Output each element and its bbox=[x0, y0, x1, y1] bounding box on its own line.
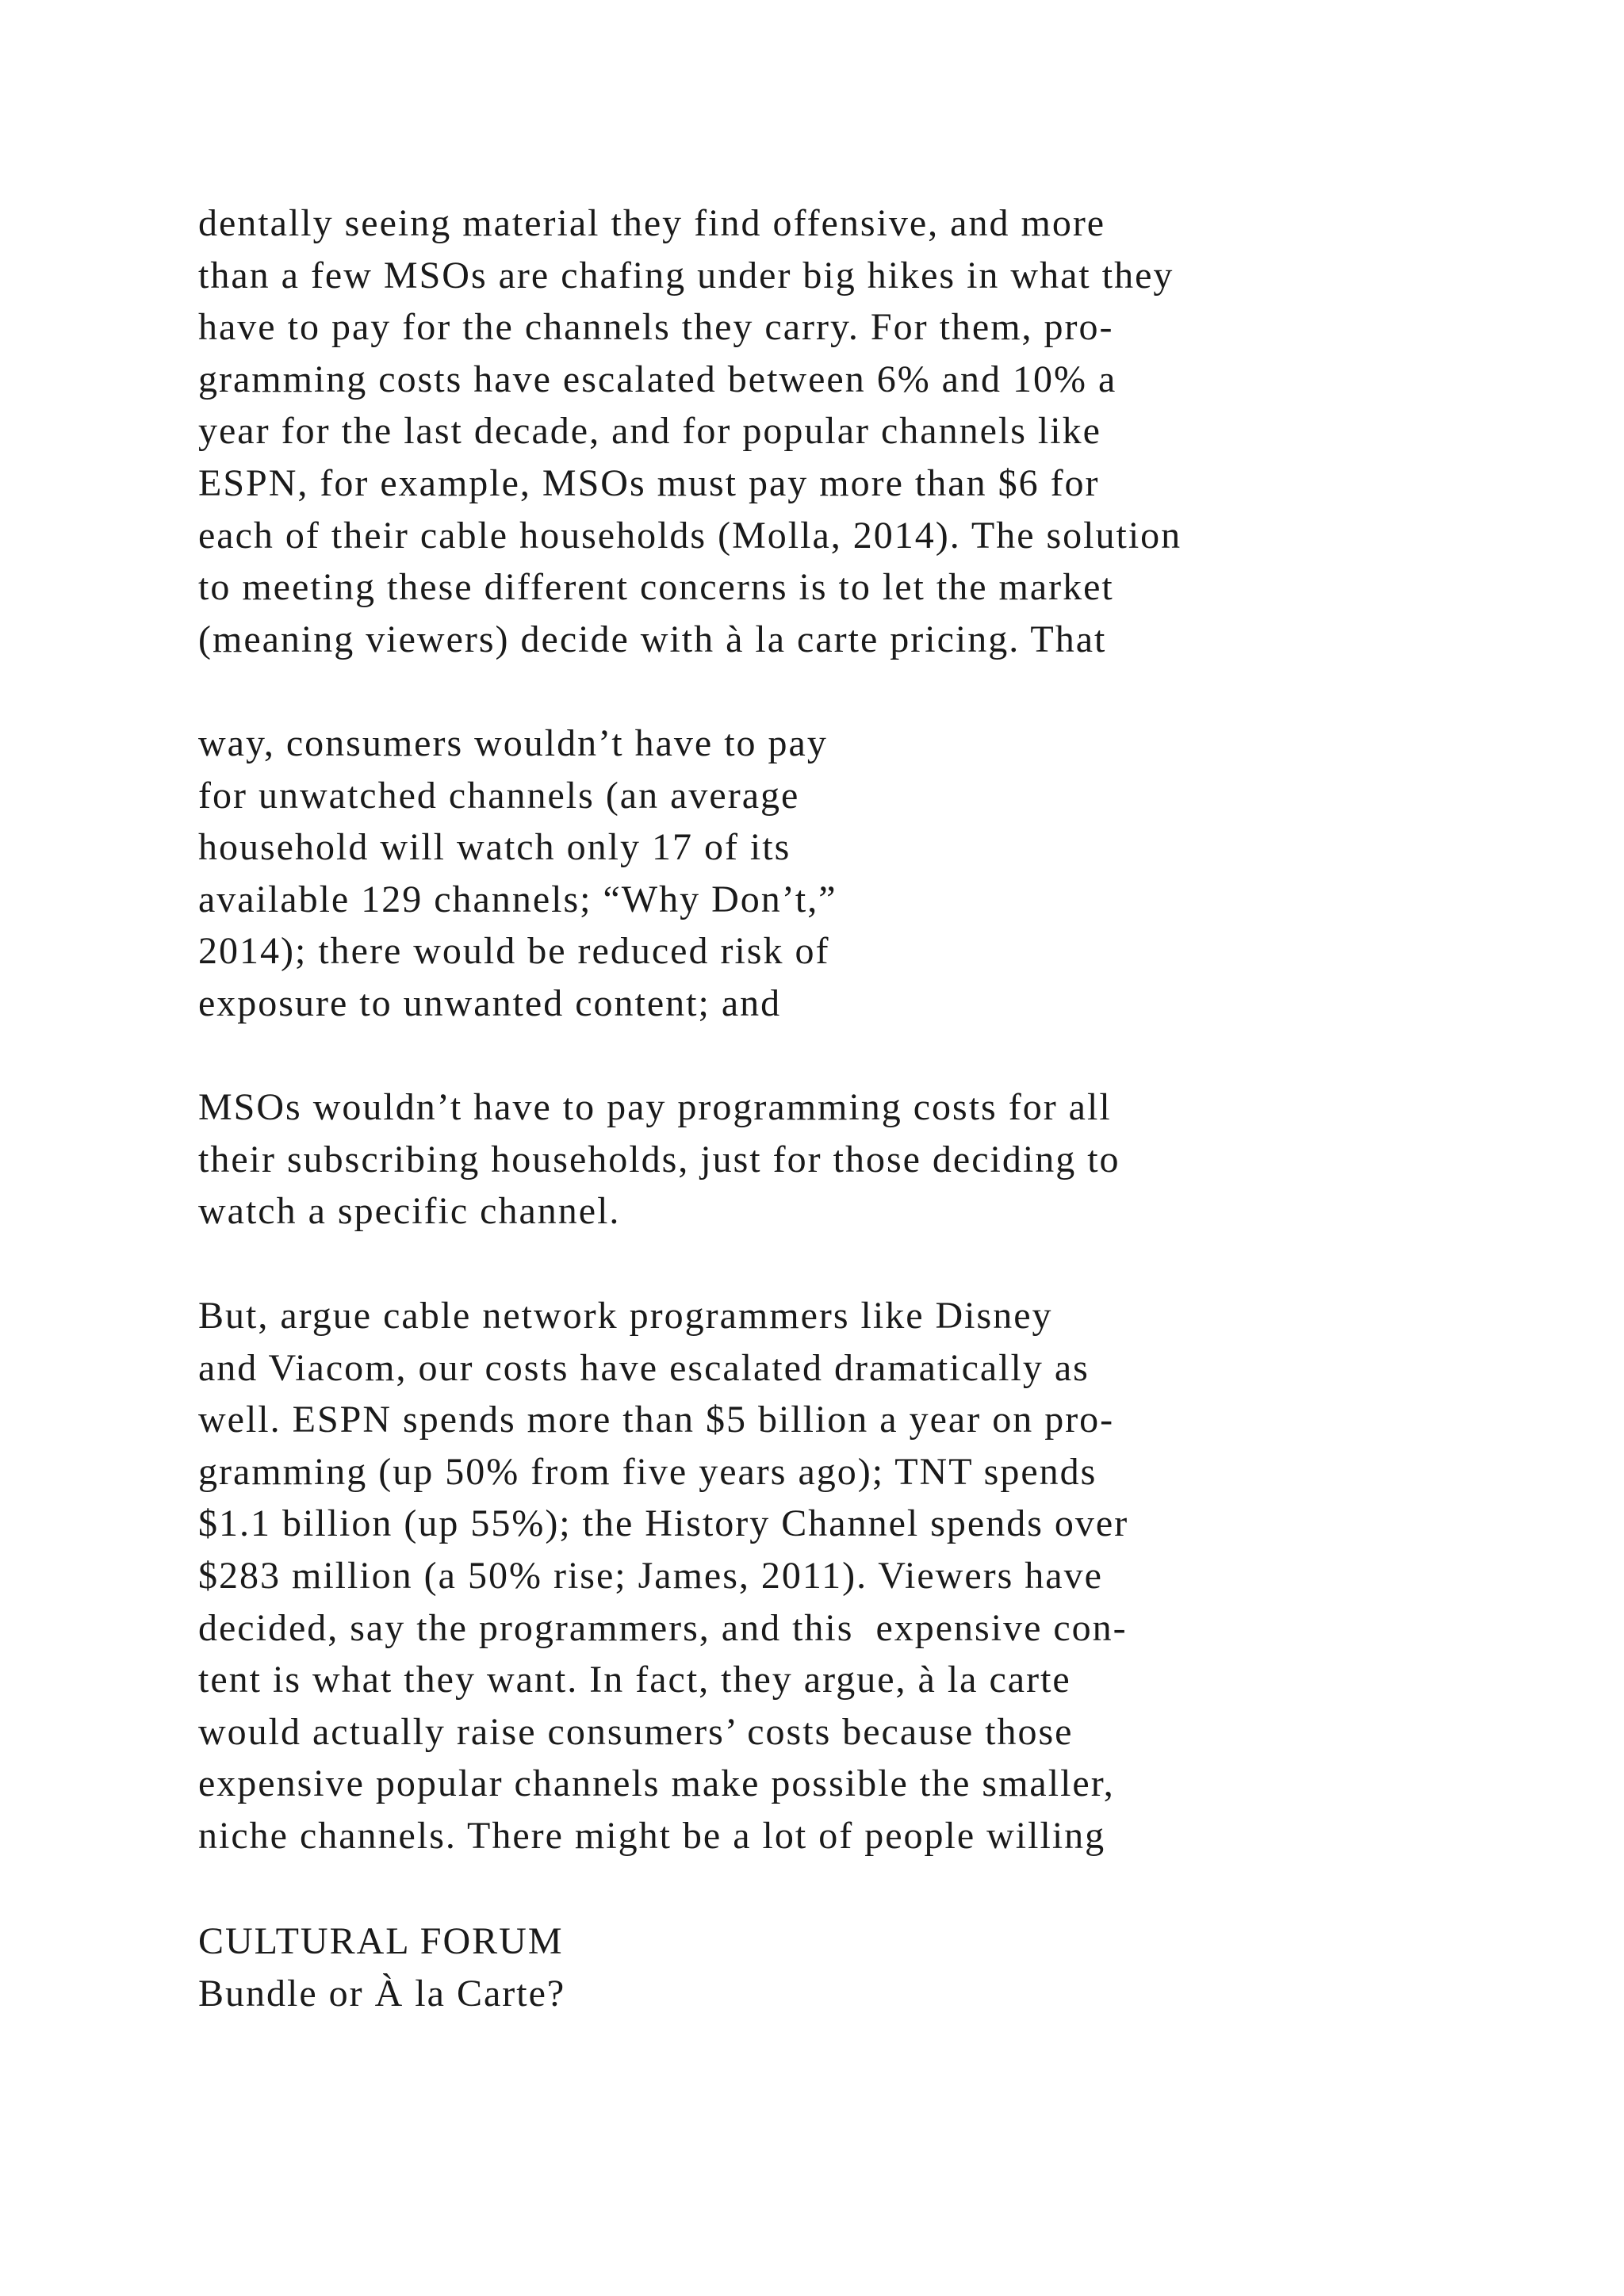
text-line: would actually raise consumers’ costs because those bbox=[198, 1710, 1074, 1753]
paragraph-3 bbox=[198, 1081, 1120, 1238]
text-line: have to pay for the channels they carry. For them, pro- bbox=[198, 306, 1114, 349]
text-line: exposure to unwanted content; and bbox=[198, 982, 782, 1024]
section-label: CULTURAL FORUM bbox=[198, 1920, 564, 1962]
text-line: dentally seeing material they find offensive, and more bbox=[198, 202, 1106, 244]
text-line: to meeting these different concerns is to let the market bbox=[198, 566, 1114, 609]
section-title: Bundle or À la Carte? bbox=[198, 1972, 566, 2015]
text-line: $1.1 billion (up 55%); the History Channel spends over bbox=[198, 1502, 1129, 1545]
text-line: niche channels. There might be a lot of people willing bbox=[198, 1814, 1106, 1857]
paragraph-1 bbox=[198, 197, 1182, 665]
text-line: way, consumers wouldn’t have to pay bbox=[198, 722, 828, 764]
text-line: well. ESPN spends more than $5 billion a year on pro- bbox=[198, 1399, 1115, 1441]
sidebar-heading bbox=[198, 1915, 565, 2019]
text-line: MSOs wouldn’t have to pay programming costs for all bbox=[198, 1086, 1112, 1128]
text-line: tent is what they want. In fact, they argue, à la carte bbox=[198, 1659, 1071, 1701]
text-line: watch a specific channel. bbox=[198, 1190, 621, 1233]
text-line: But, argue cable network programmers like Disney bbox=[198, 1295, 1053, 1337]
text-line: year for the last decade, and for popular channels like bbox=[198, 410, 1101, 453]
text-line: than a few MSOs are chafing under big hikes in what they bbox=[198, 254, 1174, 297]
text-line: gramming costs have escalated between 6% and 10% a bbox=[198, 358, 1117, 400]
paragraph-2 bbox=[198, 718, 837, 1030]
text-line: expensive popular channels make possible the smaller, bbox=[198, 1762, 1115, 1805]
text-line: (meaning viewers) decide with à la carte pricing. That bbox=[198, 618, 1107, 660]
paragraph-4 bbox=[198, 1290, 1128, 1862]
text-line: available 129 channels; “Why Don’t,” bbox=[198, 878, 837, 920]
text-line: each of their cable households (Molla, 2014). The solution bbox=[198, 514, 1182, 557]
text-line: ESPN, for example, MSOs must pay more than $6 for bbox=[198, 461, 1100, 504]
text-line: decided, say the programmers, and this expensive con- bbox=[198, 1606, 1128, 1649]
text-line: gramming (up 50% from five years ago); TNT spends bbox=[198, 1450, 1097, 1493]
text-line: and Viacom, our costs have escalated dramatically as bbox=[198, 1346, 1090, 1389]
text-line: their subscribing households, just for those deciding to bbox=[198, 1138, 1120, 1181]
text-line: 2014); there would be reduced risk of bbox=[198, 930, 830, 973]
text-line: for unwatched channels (an average bbox=[198, 774, 800, 817]
text-line: household will watch only 17 of its bbox=[198, 826, 791, 869]
text-line: $283 million (a 50% rise; James, 2011). Viewers have bbox=[198, 1554, 1103, 1597]
